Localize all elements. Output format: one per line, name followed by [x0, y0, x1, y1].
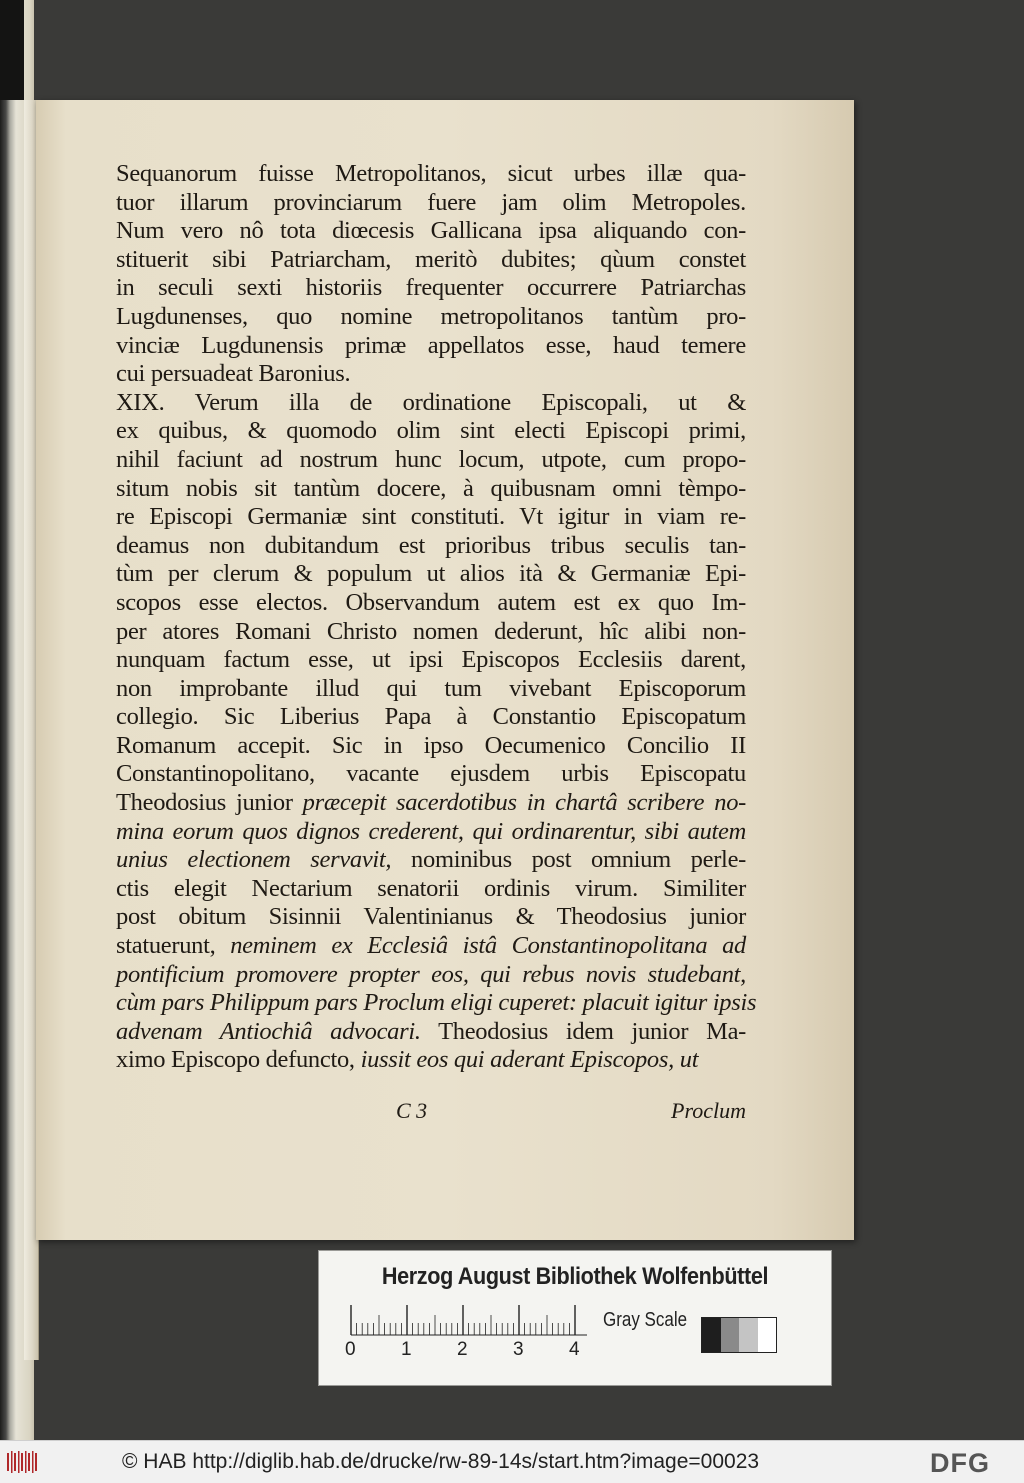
ruler-numbers [343, 1339, 603, 1369]
text-line: Romanum accepit. Sic in ipso Oecumenico Concilio II [116, 731, 746, 759]
dark-margin [0, 0, 24, 100]
ruler-number: 2 [457, 1339, 468, 1360]
text-line: advenam Antiochiâ advocari. Theodosius idem junior Ma- [116, 1017, 746, 1045]
text-line: scopos esse electos. Observandum autem est ex quo Im- [116, 588, 746, 616]
gray-swatch [739, 1318, 758, 1352]
text-line: nunquam factum esse, ut ipsi Episcopos Ecclesiis darent, [116, 646, 746, 674]
text-line: ex quibus, & quomodo olim sint electi Episcopi primi, [116, 417, 746, 445]
text-line: tuor illarum provinciarum fuere jam olim Metropoles. [116, 188, 746, 216]
page-body-text [116, 160, 757, 1075]
page-footer-line [116, 1098, 746, 1128]
ruler-number: 1 [401, 1339, 412, 1360]
text-line: Sequanorum fuisse Metropolitanos, sicut urbes illæ qua- [116, 160, 746, 187]
book-page [36, 100, 854, 1240]
gray-swatch [758, 1318, 777, 1352]
text-line: situm nobis sit tantùm docere, à quibusnam omni tèmpo- [116, 474, 746, 502]
text-line: ctis elegit Nectarium senatorii ordinis virum. Similiter [116, 874, 746, 902]
text-line: unius electionem servavit, nominibus post omnium perle- [116, 846, 746, 874]
text-line: cùm pars Philippum pars Proclum eligi cuperet: placuit igitur ipsis [116, 989, 757, 1017]
text-line: statuerunt, neminem ex Ecclesiâ istâ Constantinopolitana ad [116, 932, 746, 960]
text-line: Num vero nô tota diœcesis Gallicana ipsa aliquando con- [116, 217, 746, 245]
ruler-number: 4 [569, 1339, 580, 1360]
text-line: collegio. Sic Liberius Papa à Constantio Episcopatum [116, 703, 746, 731]
text-line: mina eorum quos dignos crederent, qui ordinarentur, sibi autem [116, 817, 746, 845]
text-line: deamus non dubitandum est prioribus tribus seculis tan- [116, 531, 746, 559]
text-line: post obitum Sisinnii Valentinianus & Theodosius junior [116, 903, 746, 931]
library-label-card [318, 1250, 832, 1386]
copyright-link[interactable]: © HAB http://diglib.hab.de/drucke/rw-89-14s/start.htm?image=00023 [122, 1450, 760, 1473]
text-line: non improbante illud qui tum vivebant Episcoporum [116, 674, 746, 702]
ruler-number: 0 [345, 1339, 356, 1360]
text-line: per atores Romani Christo nomen dederunt, hîc alibi non- [116, 617, 746, 645]
ruler-scale [349, 1301, 589, 1337]
text-line: stituerit sibi Patriarcham, meritò dubites; qùum constet [116, 245, 746, 273]
text-line: ximo Episcopo defuncto, iussit eos qui aderant Episcopos, ut [116, 1046, 699, 1074]
gray-swatch [702, 1318, 721, 1352]
ruler-number: 3 [513, 1339, 524, 1360]
text-line: XIX. Verum illa de ordinatione Episcopali, ut & [116, 388, 746, 416]
library-title: Herzog August Bibliothek Wolfenbüttel [381, 1263, 769, 1290]
text-line: in seculi sexti historiis frequenter occurrere Patriarchas [116, 274, 746, 302]
text-line: Constantinopolitano, vacante ejusdem urbis Episcopatu [116, 760, 746, 788]
hab-barcode-icon [6, 1450, 40, 1474]
gray-swatch [721, 1318, 740, 1352]
text-line: vinciæ Lugdunensis primæ appellatos esse, haud temere [116, 331, 746, 359]
text-line: Lugdunenses, quo nomine metropolitanos tantùm pro- [116, 302, 746, 330]
text-line: pontificium promovere propter eos, qui rebus novis studebant, [116, 960, 746, 988]
text-line: cui persuadeat Baronius. [116, 360, 351, 388]
dfg-logo: DFG [930, 1448, 990, 1478]
signature-mark: C 3 [396, 1098, 428, 1123]
gray-scale-label: Gray Scale [603, 1309, 688, 1331]
text-line: re Episcopi Germaniæ sint constituti. Vt igitur in viam re- [116, 503, 746, 531]
text-line: tùm per clerum & populum ut alios ità & Germaniæ Epi- [116, 560, 746, 588]
catchword: Proclum [671, 1098, 746, 1123]
gray-scale-swatches [701, 1317, 777, 1353]
text-line: Theodosius junior præcepit sacerdotibus in chartâ scribere no- [116, 789, 747, 817]
footer-bar [0, 1440, 1024, 1483]
text-line: nihil faciunt ad nostrum hunc locum, utpote, cum propo- [116, 445, 746, 473]
